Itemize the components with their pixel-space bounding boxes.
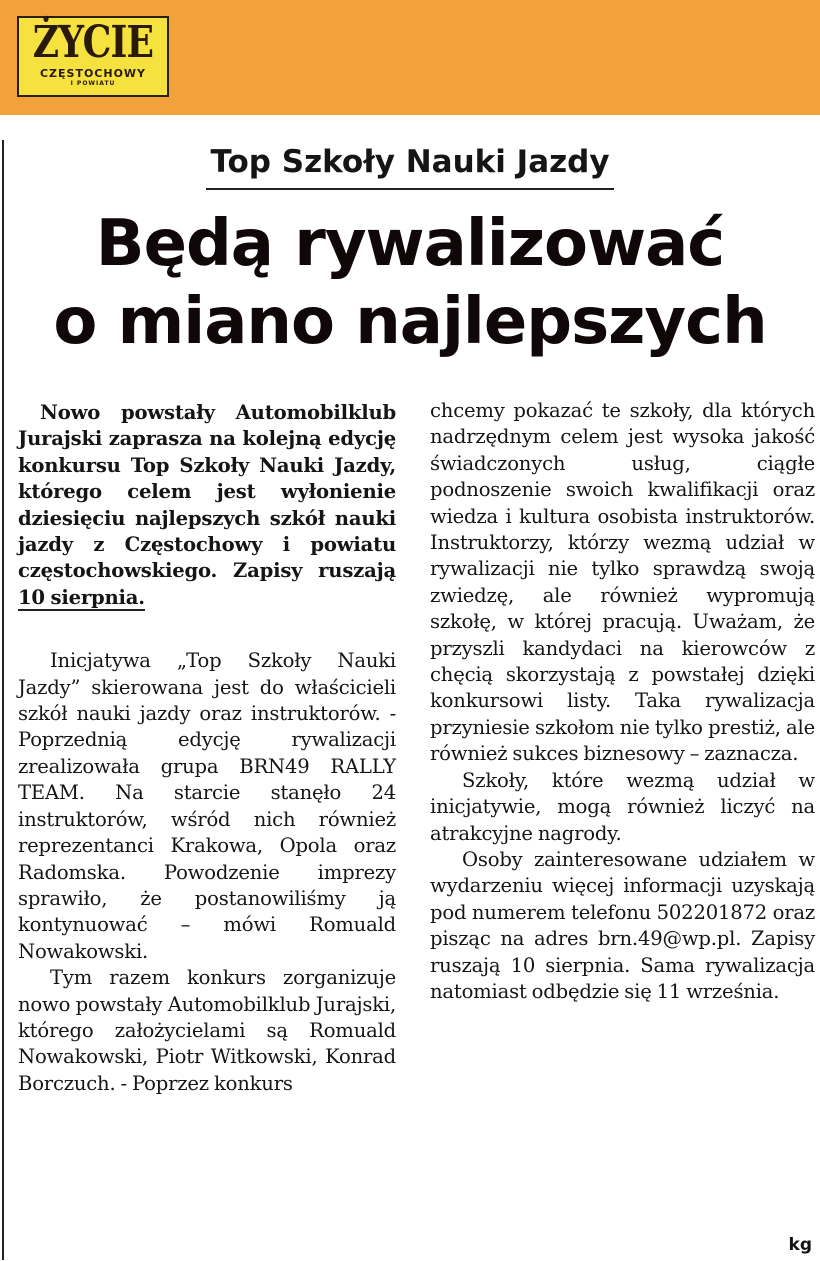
body-paragraph: Osoby zainteresowane udziałem w wydarzeniu więcej informacji uzyskają pod numerem telefonu 502201872 oraz pisząc na adres brn.49@wp.pl. Zapisy ruszają 10 sierpnia. Sama rywalizacja natomiast odbędzie się 11 września. [430, 847, 815, 1003]
rubric [0, 140, 820, 190]
column-right [430, 398, 815, 1005]
body-paragraph: Tym razem konkurs zorganizuje nowo powstały Automobilklub Jurajski, którego założycielami są Romuald Nowakowski, Piotr Witkowski, Konrad Borczuch. - Poprzez konkurs [18, 966, 396, 1095]
masthead-bar [0, 0, 820, 115]
newspaper-logo [17, 16, 169, 97]
headline [0, 205, 820, 361]
column-left [18, 400, 396, 1097]
body-paragraph: chcemy pokazać te szkoły, dla których nadrzędnym celem jest wysoka jakość świadczonych usług, ciągłe podnoszenie swoich kwalifikacji oraz wiedza i kultura osobista instruktorów. Instruktorzy, którzy wezmą udział w rywalizacji nie tylko sprawdzą swoją zwiedzę, ale również wypromują szkołę, w której pracują. Uważam, że przyszli kandydaci na kierowców z chęcią skorzystają z powstałej dzięki konkursowi listy. Taka rywalizacja przyniesie szkołom nie tylko prestiż, ale również sukces biznesowy – zaznacza. [430, 399, 815, 766]
logo-subtitle-small: I POWIATU [70, 80, 116, 87]
logo-subtitle: CZĘSTOCHOWY [39, 67, 147, 80]
logo-title: ŻYCIE [32, 17, 154, 68]
author-signature: kg [788, 1235, 812, 1255]
lead-date: 10 sierpnia. [18, 585, 145, 609]
headline-line-2: o miano najlepszych [53, 285, 767, 359]
rubric-label: Top Szkoły Nauki Jazdy [206, 140, 613, 190]
lead-paragraph [18, 400, 396, 611]
headline-line-1: Będą rywalizować [95, 207, 725, 281]
body-paragraph: Inicjatywa „Top Szkoły Nauki Jazdy” skierowana jest do właścicieli szkół nauki jazdy oraz instruktorów. - Poprzednią edycję rywalizacji zrealizowała grupa BRN49 RALLY TEAM. Na starcie stanęło 24 instruktorów, wśród nich również reprezentanci Krakowa, Opola oraz Radomska. Powodzenie imprezy sprawiło, że postanowiliśmy ją kontynuować – mówi Romuald Nowakowski. [18, 649, 396, 963]
body-paragraph: Szkoły, które wezmą udział w inicjatywie, mogą również liczyć na atrakcyjne nagrody. [430, 768, 815, 845]
lead-text: Nowo powstały Automobilklub Jurajski zaprasza na kolejną edycję konkursu Top Szkoły Nauki Jazdy, którego celem jest wyłonienie dziesięciu najlepszych szkół nauki jazdy z Częstochowy i powiatu częstochowskiego. Zapisy ruszają [18, 401, 396, 583]
